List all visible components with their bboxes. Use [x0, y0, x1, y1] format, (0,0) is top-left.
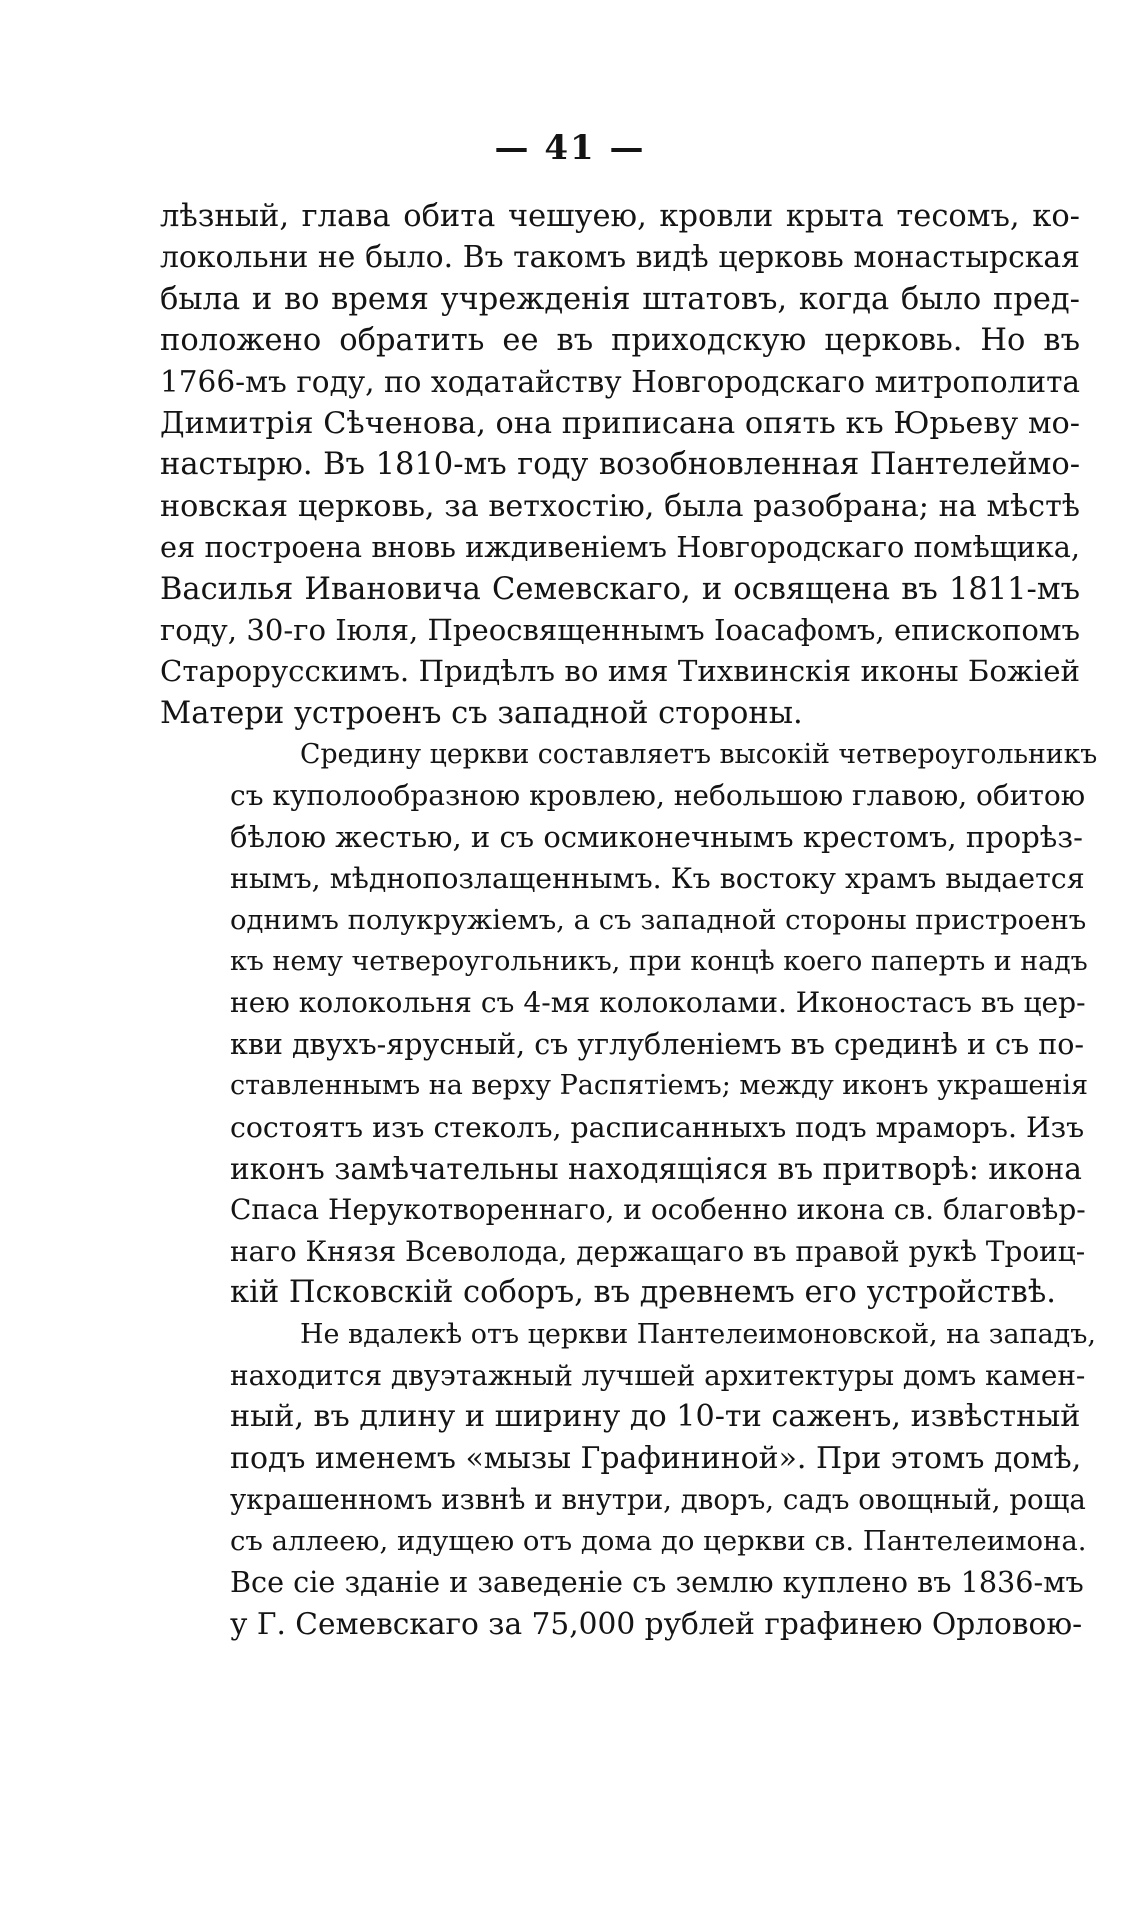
text-line: съ аллеею, идущею отъ дома до церкви св. Пантелеимона. — [230, 1524, 1087, 1557]
text-line: Не вдалекѣ отъ церкви Пантелеимоновской, на западъ, — [300, 1318, 1096, 1350]
text-line: состоятъ изъ стеколъ, расписанныхъ подъ мраморъ. Изъ — [230, 1110, 1085, 1144]
text-line: бѣлою жестью, и съ осмиконечнымъ крестомъ, прорѣз- — [230, 819, 1083, 854]
text-line: настырю. Въ 1810-мъ году возобновленная Пантелеймо- — [160, 447, 1080, 483]
text-line: году, 30-го Іюля, Преосвященнымъ Іоасафомъ, епископомъ — [160, 612, 1080, 647]
text-line: подъ именемъ «мызы Графининой». При этомъ домѣ, — [230, 1440, 1082, 1476]
text-line: нею колокольня съ 4-мя колоколами. Иконостасъ въ цер- — [230, 986, 1086, 1020]
text-line: у Г. Семевскаго за 75,000 рублей графинею Орловою- — [230, 1606, 1083, 1642]
text-line: нымъ, мѣднопозлащеннымъ. Къ востоку храмъ выдается — [230, 862, 1085, 896]
text-line: новская церковь, за ветхостію, была разобрана; на мѣстѣ — [160, 488, 1080, 524]
text-line: Василья Ивановича Семевскаго, и освящена въ 1811-мъ — [160, 571, 1080, 607]
text-line: ставленнымъ на верху Распятіемъ; между иконъ украшенія — [230, 1070, 1089, 1102]
page-text — [160, 196, 1098, 1645]
text-line: Старорусскимъ. Придѣлъ во имя Тихвинскія иконы Божіей — [160, 654, 1080, 689]
text-line: Средину церкви составляетъ высокій четвероугольникъ — [300, 739, 1098, 771]
page-number: — 41 — — [494, 128, 646, 168]
text-line: лѣзный, глава обита чешуею, кровли крыта тесомъ, ко- — [160, 199, 1080, 234]
text-line: положено обратить ее въ приходскую церковь. Но въ — [160, 323, 1080, 359]
text-line: находится двуэтажный лучшей архитектуры домъ камен- — [230, 1358, 1086, 1392]
text-line: кій Псковскій соборъ, въ древнемъ его устройствѣ. — [230, 1275, 1056, 1311]
text-line: кви двухъ-ярусный, съ углубленіемъ въ срединѣ и съ по- — [230, 1027, 1085, 1061]
paragraph-2 — [160, 734, 1098, 1313]
text-line: ный, въ длину и ширину до 10-ти саженъ, извѣстный — [230, 1399, 1081, 1435]
text-line: съ куполообразною кровлею, небольшою главою, обитою — [230, 779, 1086, 813]
text-line: Все сіе зданіе и заведеніе съ землю куплено въ 1836-мъ — [230, 1564, 1084, 1599]
text-line: однимъ полукружіемъ, а съ западной стороны пристроенъ — [230, 903, 1087, 936]
paragraph-1 — [160, 196, 1080, 734]
paragraph-3 — [160, 1314, 1096, 1645]
text-line: наго Князя Всеволода, держащаго въ правой рукѣ Троиц- — [230, 1234, 1086, 1268]
text-line: ея построена вновь иждивеніемъ Новгородскаго помѣщика, — [160, 530, 1080, 565]
text-line: Димитрія Сѣченова, она приписана опять къ Юрьеву мо- — [160, 405, 1080, 441]
text-line: 1766-мъ году, по ходатайству Новгородскаго митрополита — [160, 364, 1080, 399]
text-line: иконъ замѣчательны находящіяся въ притворѣ: икона — [230, 1150, 1082, 1186]
text-line: была и во время учрежденія штатовъ, когда было пред- — [160, 281, 1080, 317]
text-line: Спаса Нерукотвореннаго, и особенно икона св. благовѣр- — [230, 1193, 1086, 1227]
text-line: локольни не было. Въ такомъ видѣ церковь монастырская — [160, 240, 1080, 276]
text-line: къ нему четвероугольникъ, при концѣ коего паперть и надъ — [230, 946, 1088, 978]
text-line: украшенномъ извнѣ и внутри, дворъ, садъ овощный, роща — [230, 1483, 1086, 1517]
text-line: Матери устроенъ съ западной стороны. — [160, 695, 803, 731]
